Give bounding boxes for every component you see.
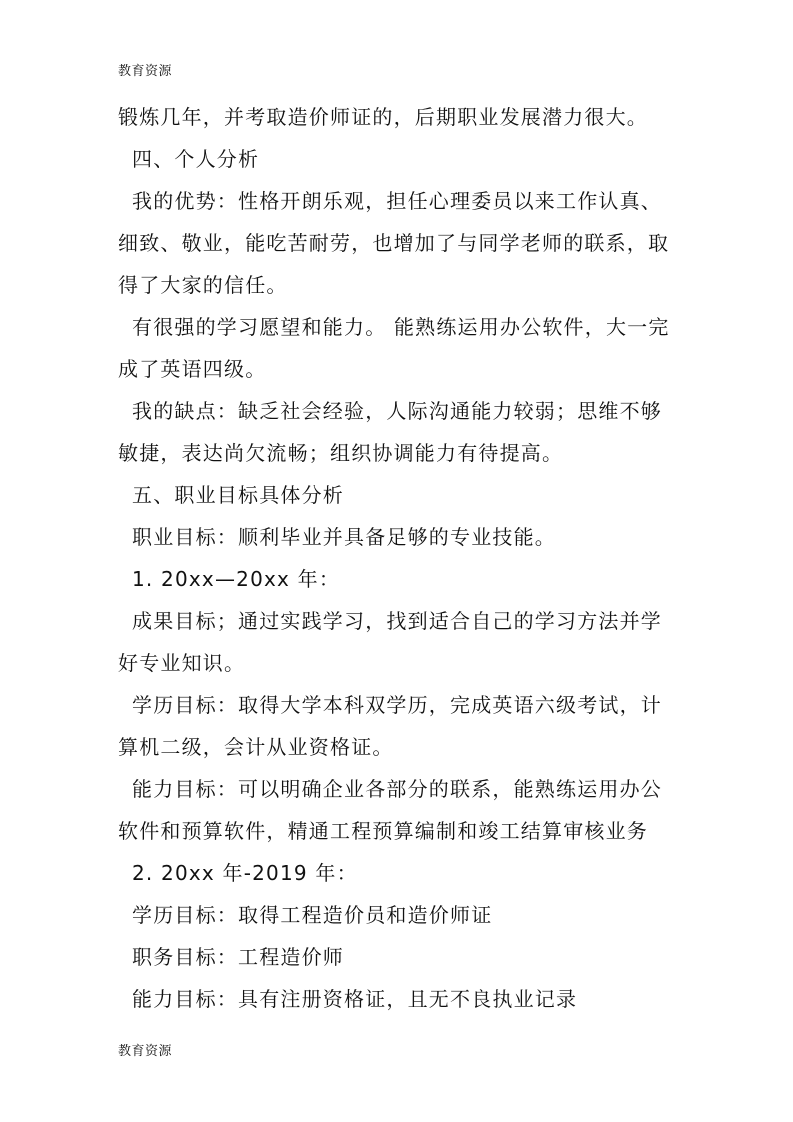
- text-line: 成了英语四级。: [118, 357, 267, 381]
- text-line: 算机二级，会计从业资格证。: [118, 735, 394, 759]
- text-line: 软件和预算软件，精通工程预算编制和竣工结算审核业务: [118, 819, 648, 843]
- text-line: 得了大家的信任。: [118, 273, 288, 297]
- text-line: 好专业知识。: [118, 651, 246, 675]
- text-line: 有很强的学习愿望和能力。 能熟练运用办公软件，大一完: [132, 315, 670, 339]
- text-line: 细致、敬业，能吃苦耐劳，也增加了与同学老师的联系，取: [118, 231, 670, 255]
- text-line: 学历目标：取得工程造价员和造价师证: [132, 903, 493, 927]
- text-line: 学历目标：取得大学本科双学历，完成英语六级考试，计: [132, 693, 662, 717]
- text-line: 职业目标：顺利毕业并具备足够的专业技能。: [132, 525, 556, 549]
- text-line: 我的优势：性格开朗乐观，担任心理委员以来工作认真、: [132, 189, 662, 213]
- text-line: 锻炼几年，并考取造价师证的，后期职业发展潜力很大。: [118, 105, 648, 129]
- section-heading: 四、个人分析: [132, 147, 260, 171]
- subsection-heading: 1. 20xx—20xx 年：: [132, 567, 341, 591]
- text-line: 职务目标：工程造价师: [132, 945, 344, 969]
- text-line: 敏捷，表达尚欠流畅；组织协调能力有待提高。: [118, 441, 564, 465]
- text-line: 能力目标：可以明确企业各部分的联系，能熟练运用办公: [132, 777, 662, 801]
- page-footer: 教育资源: [118, 1044, 173, 1059]
- section-heading: 五、职业目标具体分析: [132, 483, 344, 507]
- subsection-heading: 2. 20xx 年-2019 年：: [132, 861, 358, 885]
- page-header: 教育资源: [118, 64, 173, 79]
- text-line: 我的缺点：缺乏社会经验，人际沟通能力较弱；思维不够: [132, 399, 662, 423]
- text-line: 成果目标；通过实践学习，找到适合自己的学习方法并学: [132, 609, 662, 633]
- text-line: 能力目标：具有注册资格证，且无不良执业记录: [132, 987, 578, 1011]
